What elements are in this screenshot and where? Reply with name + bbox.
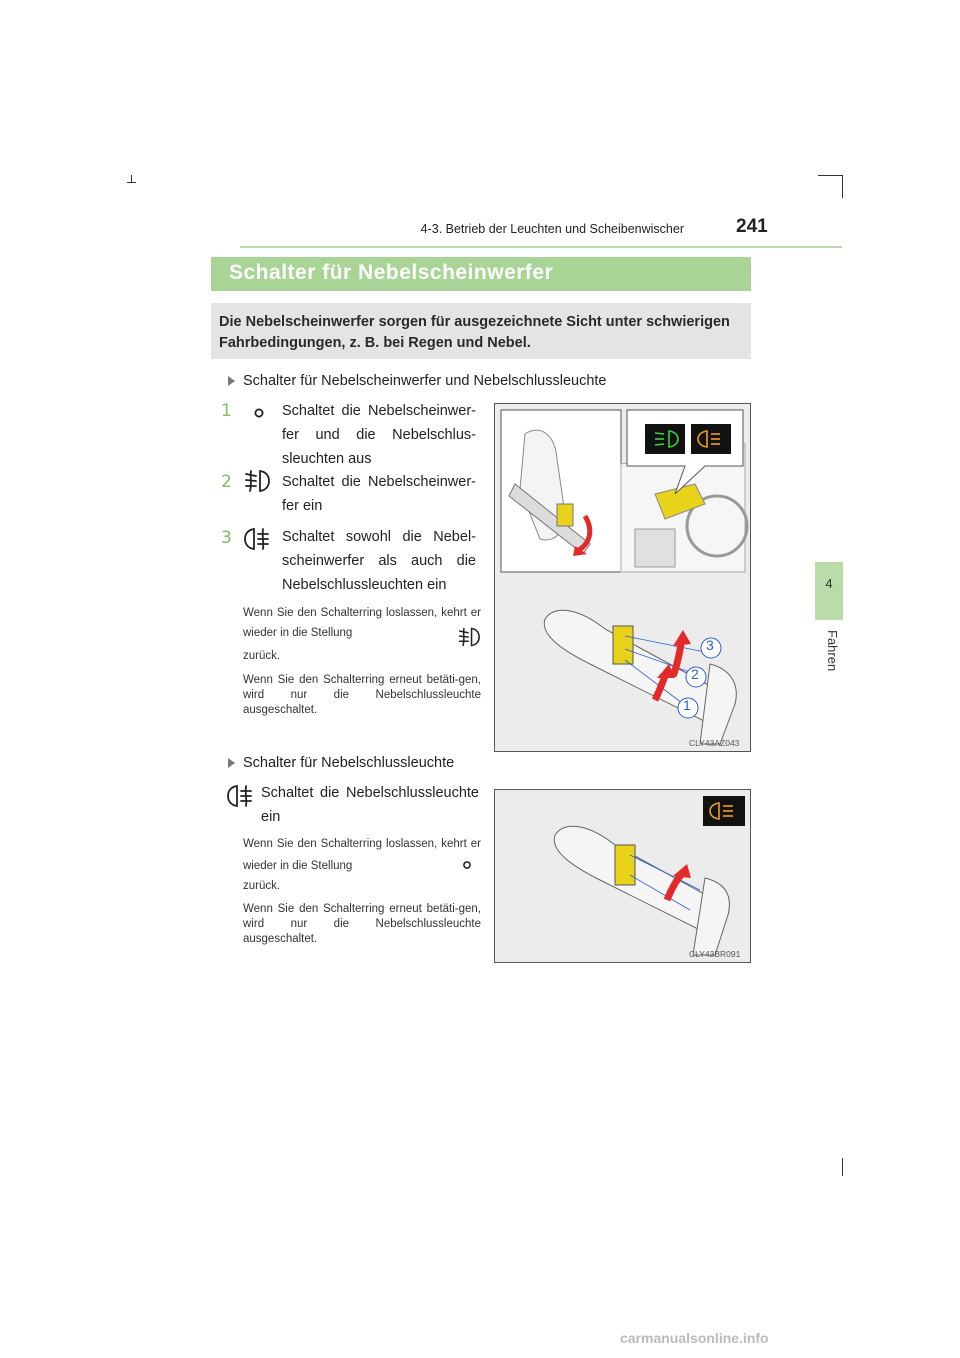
item-number: 1 — [221, 401, 232, 421]
watermark: carmanualsonline.info — [620, 1330, 769, 1346]
off-position-icon — [461, 859, 473, 871]
note-text: Wenn Sie den Schalterring erneut betäti-gen, wird nur die Nebelschlussleuchte ausgeschaltet. — [243, 903, 481, 945]
figure-rear-fog-switch — [494, 789, 751, 963]
figure-label-1: 1 — [683, 697, 691, 713]
subheading-text: Schalter für Nebelschlussleuchte — [243, 755, 455, 771]
item-number: 3 — [221, 528, 232, 548]
item-number: 2 — [221, 472, 232, 492]
item-text: Schaltet die Nebelscheinwer-fer ein — [282, 474, 476, 514]
figure-drawing — [495, 790, 750, 962]
bullet-triangle-icon — [228, 376, 235, 386]
intro-text: Die Nebelscheinwerfer sorgen für ausgezeichnete Sicht unter schwierigen Fahrbedingungen, z. B. bei Regen und Nebel. — [219, 314, 730, 351]
header-rule — [240, 246, 842, 248]
chapter-tab — [815, 562, 843, 620]
running-header: 4-3. Betrieb der Leuchten und Scheibenwischer — [420, 222, 684, 236]
chapter-label: Fahren — [825, 630, 840, 672]
subheading-1 — [228, 373, 607, 389]
note-text: Wenn Sie den Schalterring loslassen, kehrt er wieder in die Stellung — [243, 838, 481, 872]
bullet-triangle-icon — [228, 758, 235, 768]
crop-mark — [842, 175, 843, 198]
section-title: Schalter für Nebelscheinwerfer — [229, 261, 554, 284]
item-text: Schaltet sowohl die Nebel-scheinwerfer als auch die Nebelschlussleuchten ein — [282, 529, 476, 593]
subheading-2 — [228, 755, 454, 771]
crop-mark — [127, 182, 136, 183]
note-text — [243, 603, 481, 643]
rear-fog-light-icon — [226, 783, 254, 809]
rear-fog-light-icon — [243, 526, 271, 552]
subheading-text: Schalter für Nebelscheinwerfer und Nebelschlussleuchte — [243, 373, 607, 389]
item-text: Schaltet die Nebelschlussleuchte ein — [261, 785, 479, 825]
note-text: zurück. — [243, 880, 281, 892]
front-fog-light-icon — [243, 468, 271, 494]
crop-mark — [842, 1158, 843, 1176]
figure-code: CLY43AZ043 — [689, 738, 740, 748]
figure-label-3: 3 — [706, 637, 714, 653]
note-text-part: Wenn Sie den Schalterring loslassen, kehrt er wieder in die Stellung — [243, 607, 481, 639]
off-position-icon — [252, 406, 266, 420]
chapter-number: 4 — [825, 576, 833, 591]
note-text: Wenn Sie den Schalterring erneut betäti-gen, wird nur die Nebelschlussleuchte ausgeschaltet. — [243, 674, 481, 716]
item-text: Schaltet die Nebelscheinwer-fer und die Nebelschlus-sleuchten aus — [282, 403, 476, 467]
front-fog-light-icon — [457, 626, 481, 648]
crop-mark — [818, 175, 843, 176]
page-number: 241 — [736, 216, 768, 237]
intro-box — [211, 303, 751, 359]
figure-label-2: 2 — [691, 666, 699, 682]
note-text: zurück. — [243, 650, 281, 662]
figure-code: CLY43BR091 — [689, 949, 741, 959]
figure-combination-switch — [494, 403, 751, 752]
figure-drawing — [495, 404, 750, 751]
section-title-bar — [211, 257, 751, 291]
